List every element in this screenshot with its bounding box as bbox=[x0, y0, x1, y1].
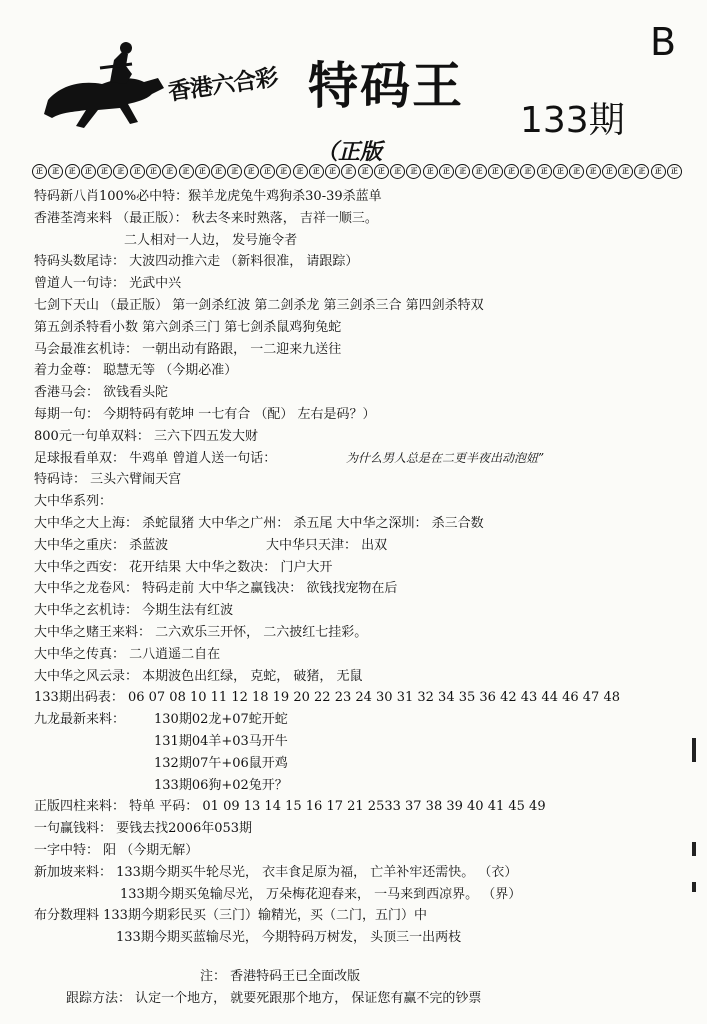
zheng-badge-icon: 正 bbox=[81, 164, 96, 179]
zheng-badge-icon: 正 bbox=[618, 164, 633, 179]
edition-label: （正版 bbox=[316, 140, 383, 165]
content-body bbox=[34, 186, 694, 949]
text-line bbox=[34, 796, 694, 818]
text-line bbox=[34, 578, 694, 600]
zheng-badge-icon: 正 bbox=[130, 164, 145, 179]
text-segment: 马会最准玄机诗： 一朝出动有路跟， 一二迎来九送往 bbox=[34, 341, 342, 357]
zheng-badge-icon: 正 bbox=[488, 164, 503, 179]
text-line bbox=[34, 644, 694, 666]
text-segment: 大中华只天津： 出双 bbox=[266, 537, 388, 553]
zheng-badge-icon: 正 bbox=[146, 164, 161, 179]
text-line bbox=[34, 840, 694, 862]
text-segment: 大中华之赌王来料： 二六欢乐三开怀， 二六披红七挂彩。 bbox=[34, 624, 368, 640]
horse-rider-logo bbox=[40, 38, 170, 138]
text-segment: 130期02龙+07蛇开蛇 bbox=[154, 712, 288, 728]
zheng-badge-icon: 正 bbox=[195, 164, 210, 179]
zheng-badge-icon: 正 bbox=[634, 164, 649, 179]
text-line bbox=[34, 884, 694, 906]
text-segment: 大中华之重庆： 杀蓝波 bbox=[34, 537, 169, 553]
text-line bbox=[34, 535, 694, 557]
text-segment: 第五剑杀特看小数 第六剑杀三门 第七剑杀鼠鸡狗兔蛇 bbox=[34, 319, 342, 335]
zheng-badge-icon: 正 bbox=[472, 164, 487, 179]
badge-row bbox=[32, 164, 682, 184]
text-line bbox=[34, 360, 694, 382]
zheng-badge-icon: 正 bbox=[602, 164, 617, 179]
text-segment: 一字中特： 阳 （今期无解） bbox=[34, 842, 199, 858]
text-segment: 特码头数尾诗： 大波四动推六走 （新料很准， 请跟踪） bbox=[34, 254, 359, 270]
text-line bbox=[34, 557, 694, 579]
issue-number: 133期 bbox=[520, 100, 625, 141]
text-line bbox=[34, 469, 694, 491]
zheng-badge-icon: 正 bbox=[65, 164, 80, 179]
text-segment: 132期07午+06鼠开鸡 bbox=[154, 755, 288, 771]
text-line bbox=[34, 317, 694, 339]
zheng-badge-icon: 正 bbox=[406, 164, 421, 179]
zheng-badge-icon: 正 bbox=[293, 164, 308, 179]
text-line bbox=[34, 927, 694, 949]
text-line bbox=[34, 230, 694, 252]
text-segment: 着力金尊： 聪慧无等 （今期必准） bbox=[34, 363, 238, 379]
text-segment: 133期今期买蓝输尽光， 今期特码万树发， 头顶三一出两枝 bbox=[116, 930, 462, 946]
text-segment: 800元一句单双料： 三六下四五发大财 bbox=[34, 428, 258, 444]
text-line bbox=[34, 622, 694, 644]
text-segment: 大中华之大上海： 杀蛇鼠猪 大中华之广州： 杀五尾 大中华之深圳： 杀三合数 bbox=[34, 515, 484, 531]
zheng-badge-icon: 正 bbox=[667, 164, 682, 179]
text-segment: 足球报看单双： 牛鸡单 曾道人送一句话： bbox=[34, 450, 277, 466]
text-line bbox=[34, 753, 694, 775]
text-line bbox=[34, 251, 694, 273]
text-line bbox=[34, 600, 694, 622]
zheng-badge-icon: 正 bbox=[309, 164, 324, 179]
zheng-badge-icon: 正 bbox=[569, 164, 584, 179]
text-segment: 特码新八肖100%必中特：猴羊龙虎兔牛鸡狗杀30-39杀蓝单 bbox=[34, 189, 382, 204]
text-segment: 曾道人一句诗： 光武中兴 bbox=[34, 276, 182, 292]
zheng-badge-icon: 正 bbox=[423, 164, 438, 179]
corner-letter: B bbox=[650, 20, 677, 64]
zheng-badge-icon: 正 bbox=[211, 164, 226, 179]
text-segment: 香港荃湾来料 （最正版）： 秋去冬来时熟落， 吉祥一顺三。 bbox=[34, 210, 378, 226]
zheng-badge-icon: 正 bbox=[374, 164, 389, 179]
text-segment: 新加坡来料： 133期今期买牛轮尽光， 衣丰食足原为福， 亡羊补牢还需快。 （衣） bbox=[34, 864, 518, 880]
text-line bbox=[34, 818, 694, 840]
text-segment: 大中华之传真： 二八逍遥二自在 bbox=[34, 646, 221, 662]
zheng-badge-icon: 正 bbox=[520, 164, 535, 179]
zheng-badge-icon: 正 bbox=[276, 164, 291, 179]
zheng-badge-icon: 正 bbox=[390, 164, 405, 179]
text-segment: 正版四柱来料： 特单 平码： 01 09 13 14 15 16 17 21 2533 37 38 39 40 41 45 49 bbox=[34, 799, 546, 815]
text-segment: 二人相对一人边， 发号施令者 bbox=[124, 232, 298, 248]
margin-mark bbox=[692, 738, 696, 762]
zheng-badge-icon: 正 bbox=[553, 164, 568, 179]
text-segment: 布分数理料 133期今期彩民买（三门）输精光，买（二门，五门）中 bbox=[34, 908, 427, 924]
title-small: 香港六合彩 bbox=[166, 63, 280, 106]
zheng-badge-icon: 正 bbox=[504, 164, 519, 179]
text-segment: 一句赢钱料： 要钱去找2006年053期 bbox=[34, 821, 253, 837]
zheng-badge-icon: 正 bbox=[227, 164, 242, 179]
text-line bbox=[34, 905, 694, 927]
text-segment: 特码诗： 三头六臂闹天宫 bbox=[34, 472, 182, 488]
zheng-badge-icon: 正 bbox=[244, 164, 259, 179]
text-segment: 大中华之龙卷风： 特码走前 大中华之赢钱决： 欲钱找宠物在后 bbox=[34, 581, 398, 597]
text-line bbox=[34, 404, 694, 426]
text-segment: 七剑下天山 （最正版） 第一剑杀红波 第二剑杀龙 第三剑杀三合 第四剑杀特双 bbox=[34, 297, 484, 313]
zheng-badge-icon: 正 bbox=[439, 164, 454, 179]
title-big: 特码王 bbox=[308, 57, 464, 115]
text-line bbox=[34, 513, 694, 535]
text-line bbox=[34, 273, 694, 295]
text-segment: 大中华之玄机诗： 今期生法有红波 bbox=[34, 603, 234, 619]
text-segment: 九龙最新来料： bbox=[34, 712, 126, 728]
text-line bbox=[34, 448, 694, 470]
zheng-badge-icon: 正 bbox=[358, 164, 373, 179]
text-segment: 133期出码表： 06 07 08 10 11 12 18 19 20 22 23 24 30 31 32 34 35 36 42 43 44 46 47 48 bbox=[34, 690, 620, 706]
text-segment: 大中华之西安： 花开结果 大中华之数决： 门户大开 bbox=[34, 559, 333, 575]
zheng-badge-icon: 正 bbox=[586, 164, 601, 179]
text-segment: 每期一句： 今期特码有乾坤 一七有合 （配） 左右是码？） bbox=[34, 406, 376, 422]
text-line bbox=[34, 295, 694, 317]
zheng-badge-icon: 正 bbox=[341, 164, 356, 179]
zheng-badge-icon: 正 bbox=[113, 164, 128, 179]
text-segment: 大中华之风云录： 本期波色出红绿， 克蛇， 破猪， 无鼠 bbox=[34, 668, 363, 684]
text-line bbox=[34, 862, 694, 884]
zheng-badge-icon: 正 bbox=[162, 164, 177, 179]
header bbox=[0, 0, 707, 165]
zheng-badge-icon: 正 bbox=[325, 164, 340, 179]
zheng-badge-icon: 正 bbox=[455, 164, 470, 179]
text-line bbox=[34, 687, 694, 709]
zheng-badge-icon: 正 bbox=[179, 164, 194, 179]
footer-text: 跟踪方法： 认定一个地方， 就要死跟那个地方， 保证您有赢不完的钞票 bbox=[66, 991, 482, 1006]
margin-mark bbox=[692, 842, 696, 856]
text-line bbox=[34, 709, 694, 731]
zheng-badge-icon: 正 bbox=[48, 164, 63, 179]
margin-mark bbox=[692, 882, 696, 892]
text-line bbox=[34, 382, 694, 404]
text-line bbox=[34, 208, 694, 230]
text-segment: 为什么男人总是在二更半夜出动泡妞” bbox=[346, 450, 545, 465]
text-segment: 133期今期买兔输尽光， 万朵梅花迎春来， 一马来到西凉界。 （界） bbox=[120, 886, 522, 902]
zheng-badge-icon: 正 bbox=[97, 164, 112, 179]
text-line bbox=[34, 186, 694, 208]
text-line bbox=[34, 775, 694, 797]
zheng-badge-icon: 正 bbox=[32, 164, 47, 179]
text-line bbox=[34, 731, 694, 753]
text-line bbox=[34, 339, 694, 361]
note-text: 注： 香港特码王已全面改版 bbox=[200, 969, 361, 984]
zheng-badge-icon: 正 bbox=[651, 164, 666, 179]
zheng-badge-icon: 正 bbox=[260, 164, 275, 179]
text-segment: 大中华系列： bbox=[34, 494, 113, 510]
text-line bbox=[34, 426, 694, 448]
text-segment: 133期06狗+02兔开？ bbox=[154, 777, 288, 793]
text-line bbox=[34, 666, 694, 688]
text-line bbox=[34, 491, 694, 513]
zheng-badge-icon: 正 bbox=[537, 164, 552, 179]
text-segment: 131期04羊+03马开牛 bbox=[154, 733, 288, 749]
text-segment: 香港马会： 欲钱看头陀 bbox=[34, 385, 169, 401]
